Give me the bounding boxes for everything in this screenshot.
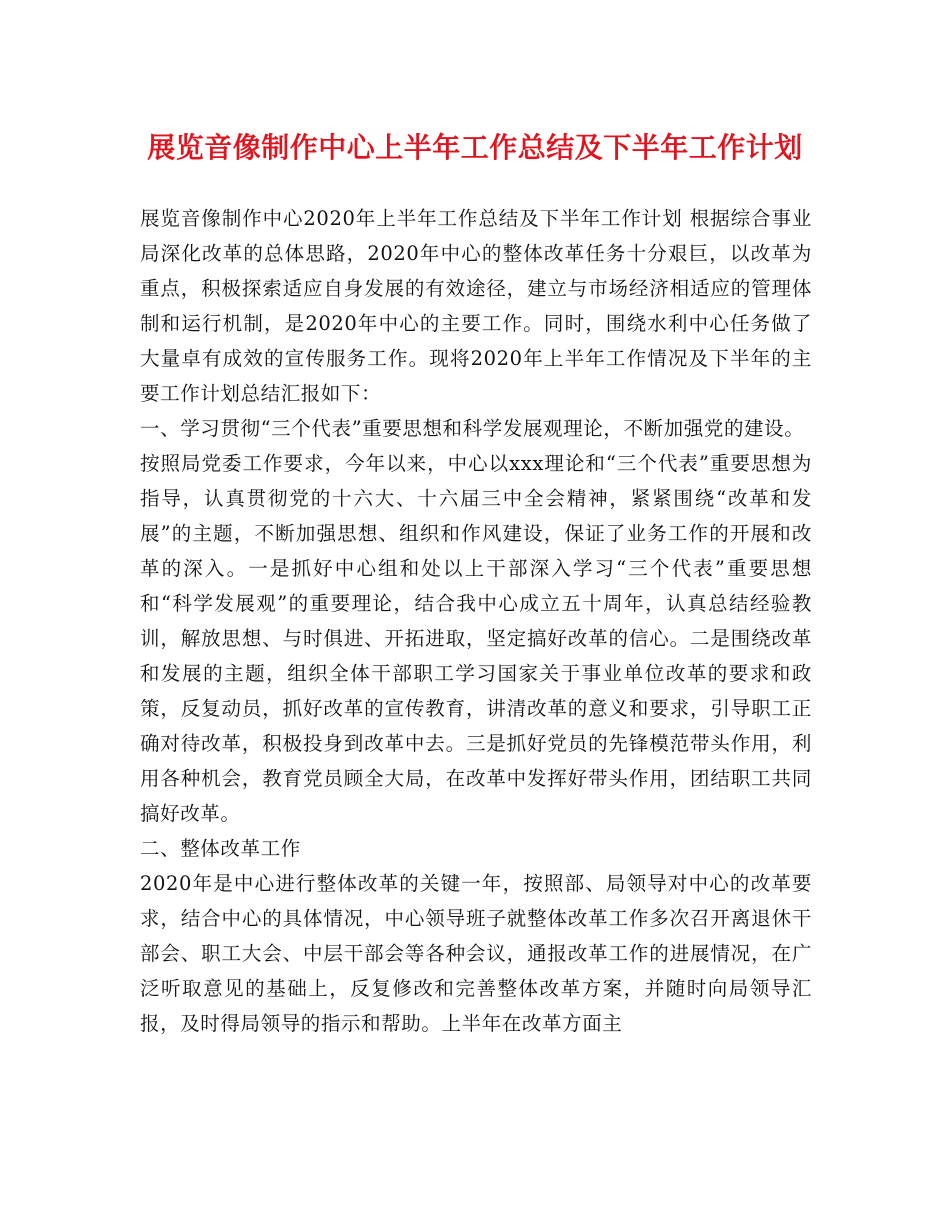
document-body (140, 201, 812, 1041)
section-heading-1: 一、学习贯彻“三个代表”重要思想和科学发展观理论，不断加强党的建设。 (140, 417, 805, 440)
intro-paragraph: 展览音像制作中心2020年上半年工作总结及下半年工作计划 根据综合事业局深化改革的总体思路，2020年中心的整体改革任务十分艰巨，以改革为重点，积极探索适应自身发展的有效途径，建立与市场经济相适应的管理体制和运行机制，是2020年中心的主要工作。同时，围绕水利中心任务做了大量卓有成效的宣传服务工作。现将2020年上半年工作情况及下半年的主要工作计划总结汇报如下： (140, 207, 812, 405)
document-title: 展览音像制作中心上半年工作总结及下半年工作计划 (147, 131, 803, 164)
section-2-paragraph: 2020年是中心进行整体改革的关键一年，按照部、局领导对中心的改革要求，结合中心的具体情况，中心领导班子就整体改革工作多次召开离退休干部会、职工大会、中层干部会等各种会议，通报改革工作的进展情况，在广泛听取意见的基础上，反复修改和完善整体改革方案，并随时向局领导汇报，及时得局领导的指示和帮助。上半年在改革方面主 (140, 872, 812, 1035)
section-heading-2: 二、整体改革工作 (140, 837, 301, 860)
section-1-paragraph: 按照局党委工作要求，今年以来，中心以xxx理论和“三个代表”重要思想为指导，认真贯彻党的十六大、十六届三中全会精神，紧紧围绕“改革和发展”的主题，不断加强思想、组织和作风建设，保证了业务工作的开展和改革的深入。一是抓好中心组和处以上干部深入学习“三个代表”重要思想和“科学发展观”的重要理论，结合我中心成立五十周年，认真总结经验教训，解放思想、与时俱进、开拓进取，坚定搞好改革的信心。二是围绕改革和发展的主题，组织全体干部职工学习国家关于事业单位改革的要求和政策，反复动员，抓好改革的宣传教育，讲清改革的意义和要求，引导职工正确对待改革，积极投身到改革中去。三是抓好党员的先锋模范带头作用，利用各种机会，教育党员顾全大局，在改革中发挥好带头作用，团结职工共同搞好改革。 (140, 452, 812, 825)
